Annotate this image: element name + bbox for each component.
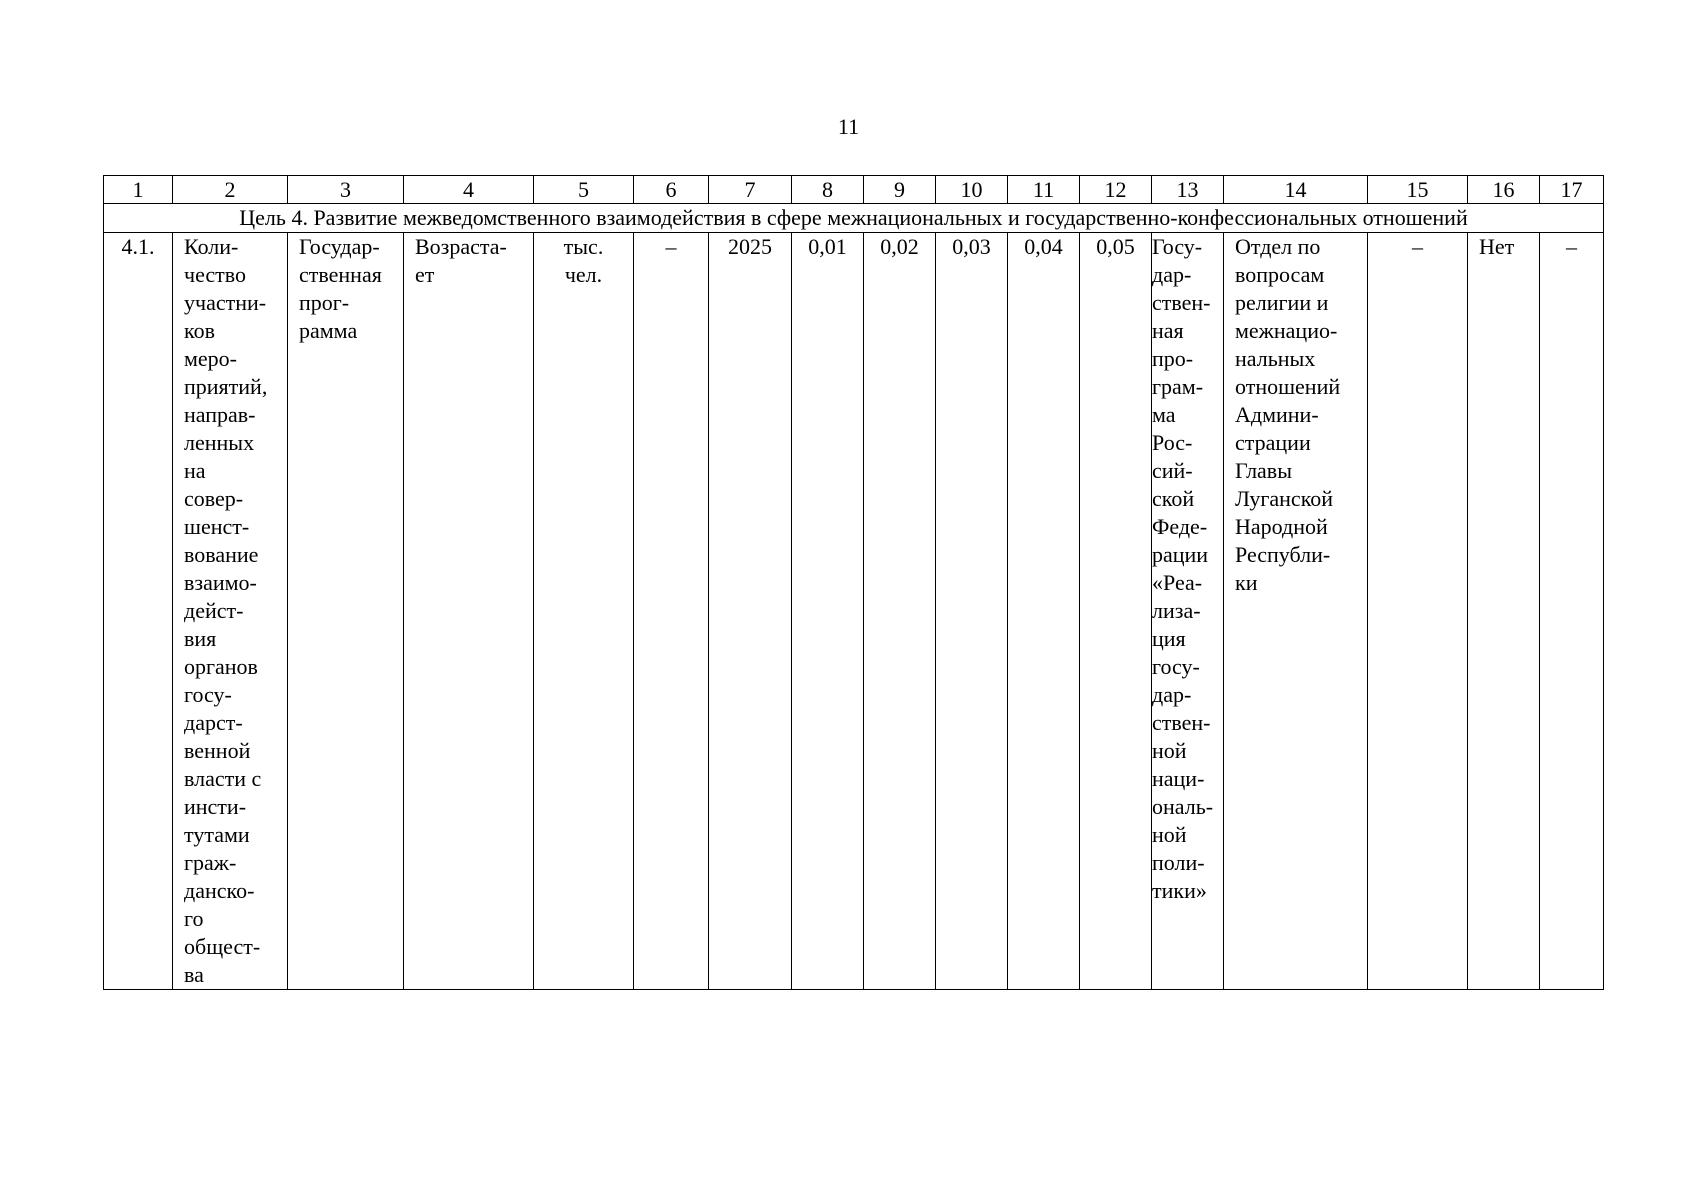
column-number: 4 <box>404 176 534 204</box>
value-col-16: Нет <box>1468 233 1540 990</box>
column-number: 7 <box>709 176 792 204</box>
column-number: 11 <box>1008 176 1080 204</box>
indicator-trend: Возраста- ет <box>404 233 534 990</box>
page-number: 11 <box>837 114 860 139</box>
responsible-body: Отдел по вопросам религии и межнацио- нальных отношений Админи- страции Главы Луганской Народной Республи- ки <box>1224 233 1368 990</box>
column-number-row <box>104 176 1604 204</box>
value-col-15: – <box>1368 233 1468 990</box>
column-number: 9 <box>864 176 936 204</box>
column-number: 16 <box>1468 176 1540 204</box>
value-col-11: 0,04 <box>1008 233 1080 990</box>
indicator-table <box>103 175 1604 990</box>
column-number: 3 <box>288 176 404 204</box>
unit-of-measure: тыс. чел. <box>534 233 634 990</box>
goal-row <box>104 204 1604 233</box>
value-col-17: – <box>1540 233 1604 990</box>
column-number: 12 <box>1080 176 1152 204</box>
column-number: 1 <box>104 176 173 204</box>
column-number: 15 <box>1368 176 1468 204</box>
value-col-10: 0,03 <box>936 233 1008 990</box>
column-number: 13 <box>1152 176 1224 204</box>
column-number: 10 <box>936 176 1008 204</box>
table-row <box>104 233 1604 990</box>
indicator-name: Коли- чество участни- ков меро- приятий, направ- ленных на совер- шенст- вование взаимо- дейст- вия органов госу- дарст- венной власти с инсти- тутами граж- данско- го общест- ва <box>173 233 288 990</box>
column-number: 14 <box>1224 176 1368 204</box>
column-number: 8 <box>792 176 864 204</box>
row-number: 4.1. <box>104 233 173 990</box>
column-number: 2 <box>173 176 288 204</box>
indicator-level: Государ- ственная прог- рамма <box>288 233 404 990</box>
program-document: Госу- дар- ствен- ная про- грам- ма Рос- сий- ской Феде- рации «Реа- лиза- ция госу- дар- ствен- ной наци- ональ- ной поли- тики» <box>1152 233 1224 990</box>
value-col-8: 0,01 <box>792 233 864 990</box>
value-col-12: 0,05 <box>1080 233 1152 990</box>
column-number: 5 <box>534 176 634 204</box>
column-number: 6 <box>634 176 709 204</box>
base-value: – <box>634 233 709 990</box>
column-number: 17 <box>1540 176 1604 204</box>
goal-heading: Цель 4. Развитие межведомственного взаимодействия в сфере межнациональных и государственно-конфессиональных отношений <box>104 204 1604 233</box>
base-year: 2025 <box>709 233 792 990</box>
value-col-9: 0,02 <box>864 233 936 990</box>
